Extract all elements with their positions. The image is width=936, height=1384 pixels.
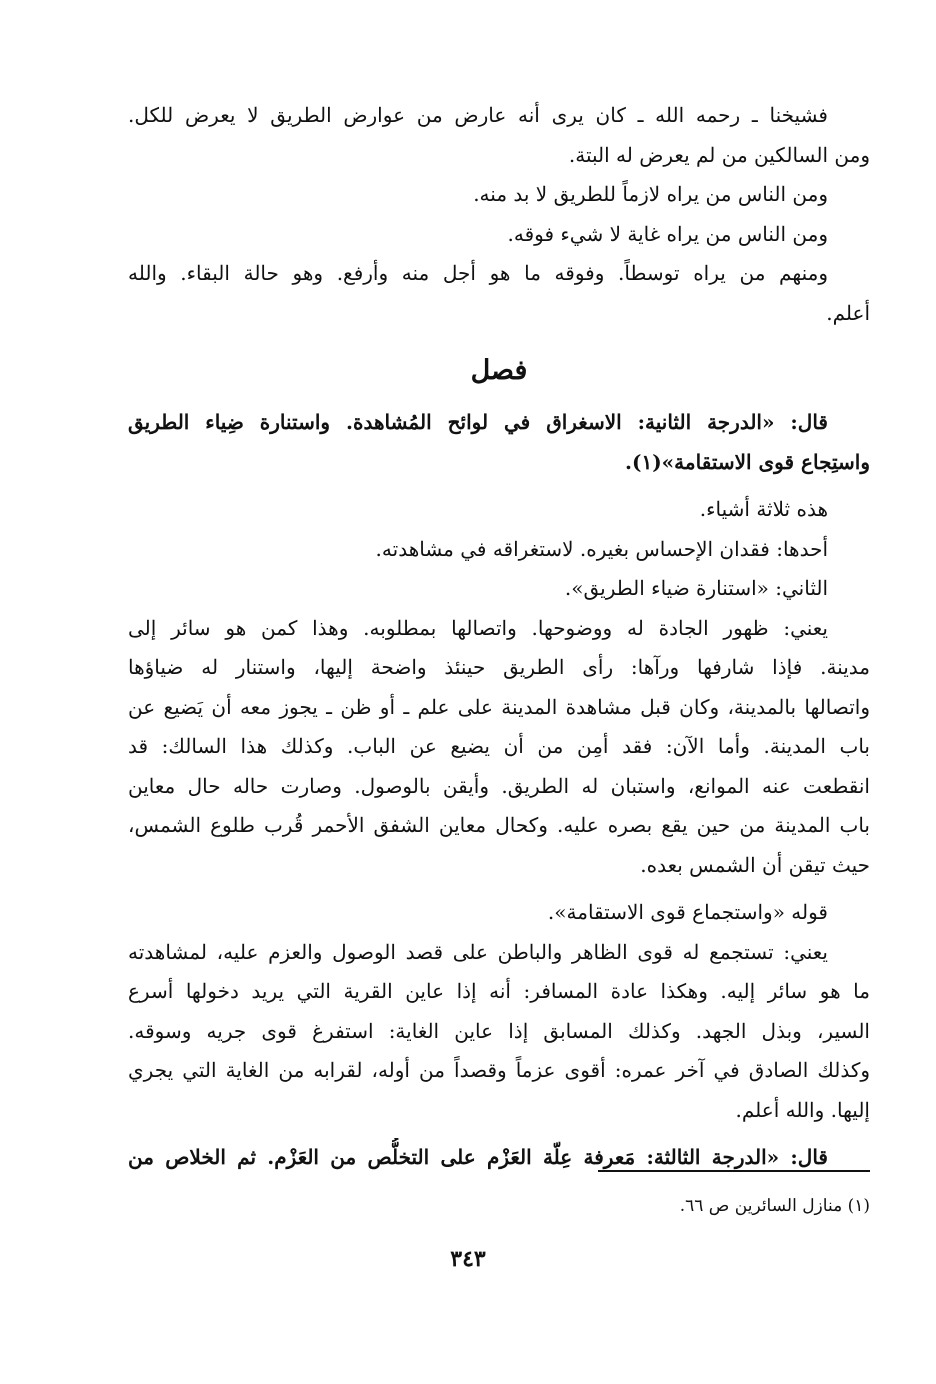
text-line: فشيخنا ـ رحمه الله ـ كان يرى أنه عارض من عوارض الطريق لا يعرض للكل. — [128, 103, 828, 127]
text-line: انقطعت عنه الموانع، واستبان له الطريق. وأيقن بالوصول. وصارت حاله حال معاين — [128, 773, 870, 798]
text-line: مدينة. فإذا شارفها ورآها: رأى الطريق حينئذ واضحة إليها، واستنار له ضياؤها — [128, 655, 870, 679]
text-line: يعني: تستجمع له قوى الظاهر والباطن على قصد الوصول والعزم عليه، لمشاهدته — [128, 939, 828, 964]
text-line: أعلم. — [826, 300, 870, 325]
paragraph-3 — [128, 609, 870, 886]
text-line: قال: «الدرجة الثانية: الاسغراق في لوائح المُشاهدة. واستنارة ضِياء الطريق — [128, 410, 828, 434]
paragraph-1 — [128, 96, 870, 333]
page-number: ٣٤٣ — [450, 1246, 486, 1272]
text-line: ومن الناس من يراه لازماً للطريق لا بد منه. — [473, 182, 828, 206]
text-line: واستِجاع قوى الاستقامة»(١). — [625, 449, 870, 474]
text-line: ومنهم من يراه توسطاً. وفوقه ما هو أجل منه وأرفع. وهو حالة البقاء. والله — [128, 261, 828, 285]
quote-1 — [128, 403, 870, 482]
text-line: قال: «الدرجة الثالثة: مَعرفة عِلّة العَزْم على التخلُّص من العَزْم. ثم الخلاص من — [128, 1145, 828, 1169]
footnote-divider — [598, 1170, 870, 1172]
paragraph-4 — [128, 893, 870, 933]
text-line: ومن الناس من يراه غاية لا شيء فوقه. — [507, 221, 828, 246]
text-line: باب المدينة. وأما الآن: فقد أمِن من أن يضيع عن الباب. وكذلك هذا السالك: قد — [128, 734, 870, 758]
text-line: وكذلك الصادق في آخر عمره: أقوى عزماً وقصداً من أوله، لقرابه من الغاية التي يجري — [128, 1058, 870, 1082]
text-line: حيث تيقن أن الشمس بعده. — [640, 852, 870, 877]
paragraph-2 — [128, 490, 870, 609]
text-line: أحدها: فقدان الإحساس بغيره. لاستغراقه في مشاهدته. — [375, 536, 828, 561]
text-line: واتصالها بالمدينة، وكان قبل مشاهدة المدينة على علم ـ أو ظن ـ يجوز معه أن يَضيع عن — [128, 694, 870, 719]
text-line: إليها. والله أعلم. — [735, 1097, 870, 1122]
text-line: باب المدينة من حين يقع بصره عليه. وكحال معاين الشفق الأحمر قُرب طلوع الشمس، — [128, 813, 870, 837]
text-line: ما هو سائر إليه. وهكذا عادة المسافر: أنه إذا عاين القرية التي يريد دخولها أسرع — [128, 979, 870, 1003]
text-line: قوله «واستجماع قوى الاستقامة». — [547, 900, 828, 924]
text-line: يعني: ظهور الجادة له ووضوحها. واتصالها بمطلوبه. وهذا كمن هو سائر إلى — [128, 615, 828, 640]
text-line: هذه ثلاثة أشياء. — [699, 497, 828, 521]
paragraph-5 — [128, 933, 870, 1131]
text-line: ومن السالكين من لم يعرض له البتة. — [568, 142, 870, 167]
text-line: السير، وبذل الجهد. وكذلك المسابق إذا عاين الغاية: استفرغ قوى جريه وسوقه. — [128, 1018, 870, 1043]
footnote: (١) منازل السائرين ص ٦٦. — [679, 1196, 870, 1216]
page-body — [128, 96, 870, 1178]
section-heading: فصل — [470, 355, 528, 386]
text-line: الثاني: «استنارة ضياء الطريق». — [564, 576, 828, 600]
